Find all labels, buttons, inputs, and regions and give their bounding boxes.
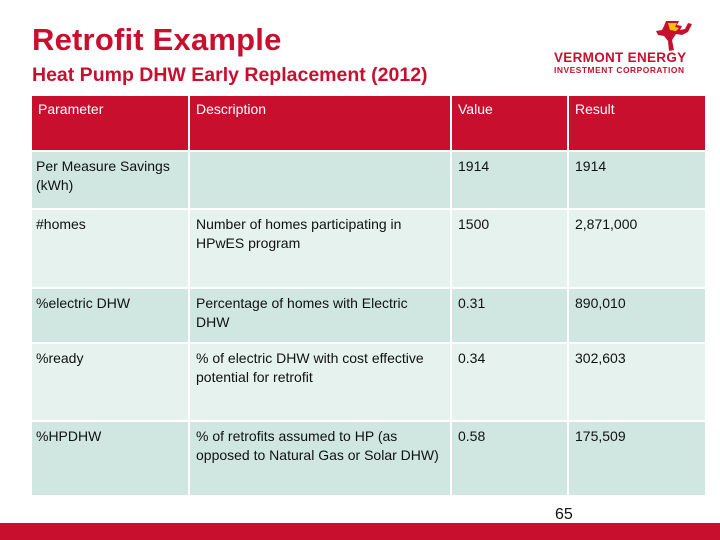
slide-title: Retrofit Example bbox=[32, 22, 282, 57]
footer-bar bbox=[0, 523, 720, 540]
cell-description: Number of homes participating in HPwES program bbox=[190, 210, 452, 289]
cell-description: Percentage of homes with Electric DHW bbox=[190, 289, 452, 344]
column-header-value: Value bbox=[452, 96, 569, 152]
cell-description: % of retrofits assumed to HP (as opposed to Natural Gas or Solar DHW) bbox=[190, 422, 452, 497]
cell-value: 0.58 bbox=[452, 422, 569, 497]
column-header-parameter: Parameter bbox=[32, 96, 190, 152]
table-row bbox=[32, 344, 705, 422]
column-header-result: Result bbox=[569, 96, 705, 152]
cell-value: 0.31 bbox=[452, 289, 569, 344]
cell-value: 1914 bbox=[452, 152, 569, 210]
cell-result: 302,603 bbox=[569, 344, 705, 422]
cell-value: 0.34 bbox=[452, 344, 569, 422]
cell-result: 890,010 bbox=[569, 289, 705, 344]
cell-parameter: Per Measure Savings (kWh) bbox=[32, 152, 190, 210]
column-header-description: Description bbox=[190, 96, 452, 152]
veic-logo bbox=[548, 18, 698, 80]
cell-result: 175,509 bbox=[569, 422, 705, 497]
cell-parameter: #homes bbox=[32, 210, 190, 289]
slide-subtitle: Heat Pump DHW Early Replacement (2012) bbox=[32, 64, 428, 86]
cell-parameter: %electric DHW bbox=[32, 289, 190, 344]
table-header-row bbox=[32, 96, 705, 152]
logo-line-2: INVESTMENT CORPORATION bbox=[554, 65, 685, 75]
logo-line-1: VERMONT ENERGY bbox=[554, 50, 687, 65]
page-number: 65 bbox=[555, 506, 573, 523]
cell-description bbox=[190, 152, 452, 210]
cell-description: % of electric DHW with cost effective potential for retrofit bbox=[190, 344, 452, 422]
cell-parameter: %ready bbox=[32, 344, 190, 422]
retrofit-table bbox=[32, 96, 705, 497]
cell-value: 1500 bbox=[452, 210, 569, 289]
table-row bbox=[32, 210, 705, 289]
table-row bbox=[32, 422, 705, 497]
vermont-state-leaf-icon bbox=[652, 18, 694, 52]
table-row bbox=[32, 152, 705, 210]
cell-result: 1914 bbox=[569, 152, 705, 210]
cell-result: 2,871,000 bbox=[569, 210, 705, 289]
cell-parameter: %HPDHW bbox=[32, 422, 190, 497]
table-row bbox=[32, 289, 705, 344]
